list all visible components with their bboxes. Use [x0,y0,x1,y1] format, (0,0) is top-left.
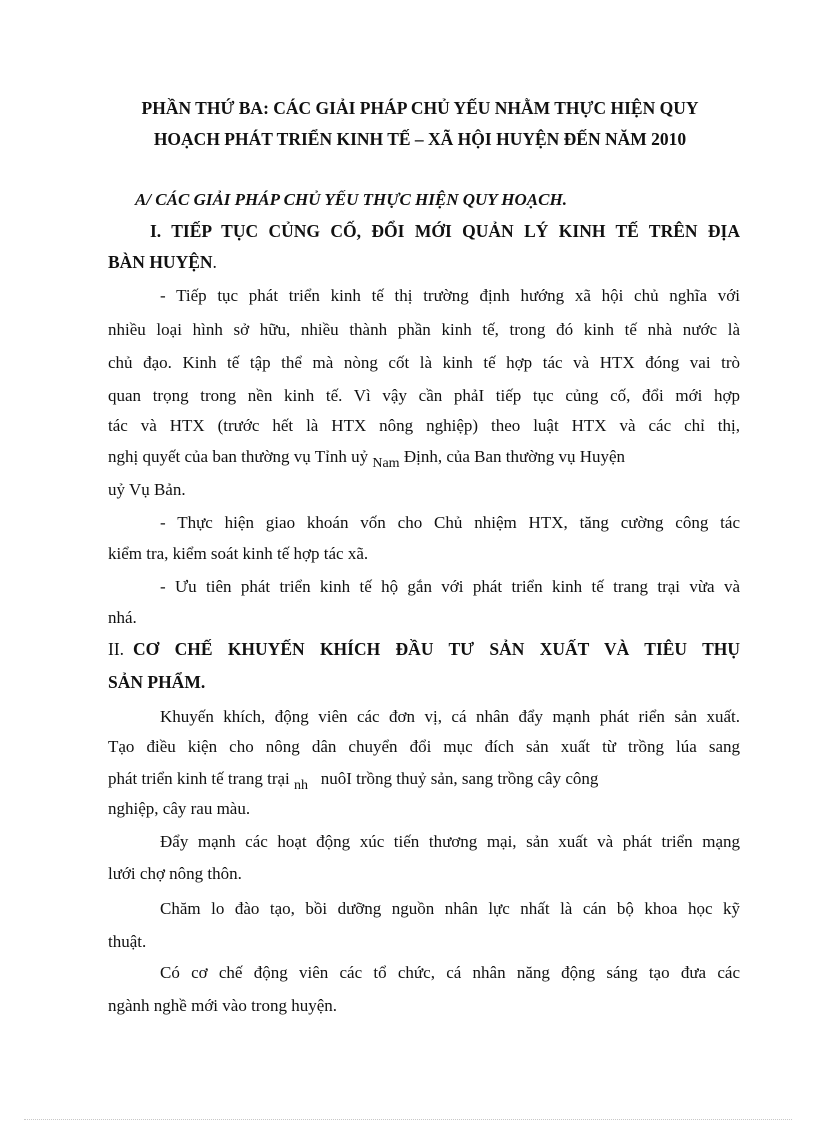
section-a-heading: A/ CÁC GIẢI PHÁP CHỦ YẾU THỰC HIỆN QUY HOẠCH. [135,190,567,209]
section-1-heading-line-2 [108,250,217,274]
s2-p1-line-3-c: nuôI trồng thuỷ sản, sang trồng cây công [320,769,599,788]
s1-p1-line-1: - Tiếp tục phát triển kinh tế thị trường định hướng xã hội chủ nghĩa với [160,286,740,305]
s2-p1-line-1: Khuyến khích, động viên các đơn vị, cá nhân đẩy mạnh phát riển sản xuất. [160,707,740,726]
s2-p1-line-3 [108,767,598,793]
s2-p4-line-1: Có cơ chế động viên các tổ chức, cá nhân năng động sáng tạo đưa các [160,963,740,982]
s1-p1-line-3: chủ đạo. Kinh tế tập thể mà nòng cốt là kinh tế hợp tác và HTX đóng vai trò [108,353,740,372]
s2-p1-line-2: Tạo điều kiện cho nông dân chuyển đổi mục đích sản xuất từ trồng lúa sang [108,737,740,756]
section-2-heading-text: CƠ CHẾ KHUYẾN KHÍCH ĐẦU TƯ SẢN XUẤT VÀ TIÊU THỤ [133,639,740,659]
s2-p2-line-2: lưới chợ nông thôn. [108,864,242,883]
page-bottom-divider [24,1119,792,1120]
section-2-heading-line-1 [108,637,124,661]
section-2-heading-line-2: SẢN PHẨM. [108,672,206,692]
s2-p1-line-3-a: phát triển kinh tế trang trại [108,769,290,788]
section-1-heading-bold: BÀN HUYỆN [108,252,213,272]
s1-p1-line-7: uỷ Vụ Bản. [108,480,186,499]
section-1-heading-tail: . [212,252,217,272]
s1-p2-line-1: - Thực hiện giao khoán vốn cho Chủ nhiệm HTX, tăng cường công tác [160,513,740,532]
s1-p1-line-6-c: Định, của Ban thường vụ Huyện [403,447,626,466]
s1-p1-line-2: nhiều loại hình sở hữu, nhiều thành phần kinh tế, trong đó kinh tế nhà nước là [108,320,740,339]
s2-p3-line-1: Chăm lo đào tạo, bồi dưỡng nguồn nhân lực nhất là cán bộ khoa học kỹ [160,899,740,918]
document-title [100,93,740,155]
s1-p1-line-6 [108,445,625,471]
s1-p1-line-6-a: nghị quyết của ban thường vụ Tỉnh uỷ [108,447,369,466]
s2-p2-line-1: Đẩy mạnh các hoạt động xúc tiến thương mại, sản xuất và phát triển mạng [160,832,740,851]
title-line-1: PHẦN THỨ BA: CÁC GIẢI PHÁP CHỦ YẾU NHẰM THỰC HIỆN QUY [141,98,699,118]
s1-p2-line-2: kiểm tra, kiểm soát kinh tế hợp tác xã. [108,544,369,563]
title-line-2: HOẠCH PHÁT TRIỂN KINH TẾ – XÃ HỘI HUYỆN ĐẾN NĂM 2010 [153,129,687,149]
s1-p3-line-2: nhá. [108,608,137,627]
s2-p1-line-4: nghiệp, cây rau màu. [108,799,251,818]
section-2-roman: II. [108,639,125,659]
section-1-heading-line-1: I. TIẾP TỤC CỦNG CỐ, ĐỔI MỚI QUẢN LÝ KINH TẾ TRÊN ĐỊA [150,221,740,241]
s2-p4-line-2: ngành nghề mới vào trong huyện. [108,996,338,1015]
s1-p1-line-6-b: Nam [372,456,400,471]
s1-p1-line-5: tác và HTX (trước hết là HTX nông nghiệp) theo luật HTX và các chỉ thị, [108,416,740,435]
s2-p1-line-3-b: nh [294,778,308,793]
s1-p3-line-1: - Ưu tiên phát triển kinh tế hộ gắn với phát triển kinh tế trang trại vừa và [160,577,740,596]
s1-p1-line-4: quan trọng trong nền kinh tế. Vì vậy cần phảI tiếp tục củng cố, đổi mới hợp [108,386,740,405]
s2-p3-line-2: thuật. [108,932,147,951]
